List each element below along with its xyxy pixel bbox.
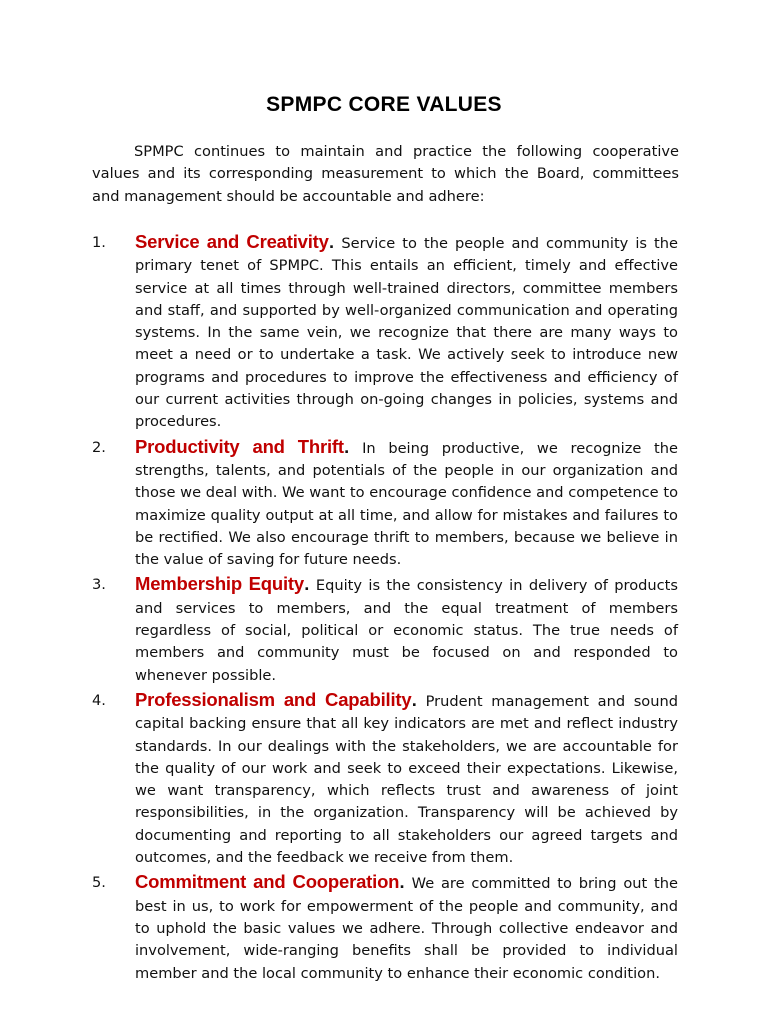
- core-value-body: [135, 573, 678, 686]
- term-period: .: [399, 875, 405, 893]
- core-value-term: Membership Equity: [135, 573, 304, 595]
- core-value-term: Professionalism and Capability: [135, 688, 412, 710]
- core-value-body: [135, 689, 678, 869]
- term-period: .: [343, 439, 350, 457]
- core-value-text: Equity is the consistency in delivery of products and services to members, and the equal treatment of members regardless of social, political or economic status. The true needs of members and community must be focused on and responded to whenever possible.: [135, 577, 678, 684]
- list-number: 4.: [92, 691, 106, 709]
- core-value-text: Prudent management and sound capital backing ensure that all key indicators are met and reflect industry standards. In our dealings with the stakeholders, we are accountable for the quality of our work and seek to exceed their expectations. Likewise, we want transparency, which reflects trust and awareness of joint responsibilities, in the organization. Transparency will be achieved by documenting and reporting to all stakeholders our agreed targets and outcomes, and the feedback we receive from them.: [135, 692, 678, 867]
- term-period: .: [411, 692, 417, 710]
- core-value-text: We are committed to bring out the best in us, to work for empowerment of the people and community, and to uphold the basic values we adhere. Through collective endeavor and involvement, wide-ranging benefits shall be provided to individual member and the local community to enhance their economic condition.: [135, 875, 678, 982]
- intro-paragraph: SPMPC continues to maintain and practice the following cooperative values and its corresponding measurement to which the Board, committees and management should be accountable and adhere:: [92, 143, 679, 205]
- core-value-item: [0, 436, 768, 572]
- page-title: SPMPC CORE VALUES: [266, 93, 502, 116]
- term-period: .: [303, 577, 310, 595]
- core-value-body: [135, 871, 678, 984]
- core-value-text: Service to the people and community is the primary tenet of SPMPC. This entails an efficient, timely and effective service at all times through well-trained directors, committee members and staff, and supported by well-organized communication and operating systems. In the same vein, we recognize that there are many ways to meet a need or to undertake a task. We actively seek to introduce new programs and procedures to improve the effectiveness and efficiency of our current activities through on-going changes in policies, systems and procedures.: [135, 235, 678, 431]
- list-number: 3.: [92, 576, 106, 594]
- term-period: .: [328, 235, 335, 252]
- core-value-item: [0, 871, 768, 984]
- list-number: 1.: [92, 234, 106, 251]
- list-number: 2.: [92, 438, 106, 456]
- core-value-item: [0, 573, 768, 686]
- core-value-body: [135, 436, 678, 572]
- core-value-text: In being productive, we recognize the strengths, talents, and potentials of the people in our organization and those we deal with. We want to encourage confidence and competence to maximize quality output at all time, and allow for mistakes and failures to be rectified. We also encourage thrift to members, because we believe in the value of saving for future needs.: [135, 439, 678, 569]
- core-values-list: [0, 231, 768, 987]
- core-value-term: Service and Creativity: [135, 231, 329, 252]
- core-value-body: [135, 231, 678, 434]
- core-value-term: Commitment and Cooperation: [135, 871, 400, 893]
- core-value-item: [0, 689, 768, 869]
- core-value-item: [0, 231, 768, 434]
- list-number: 5.: [92, 874, 106, 892]
- core-value-term: Productivity and Thrift: [135, 435, 344, 457]
